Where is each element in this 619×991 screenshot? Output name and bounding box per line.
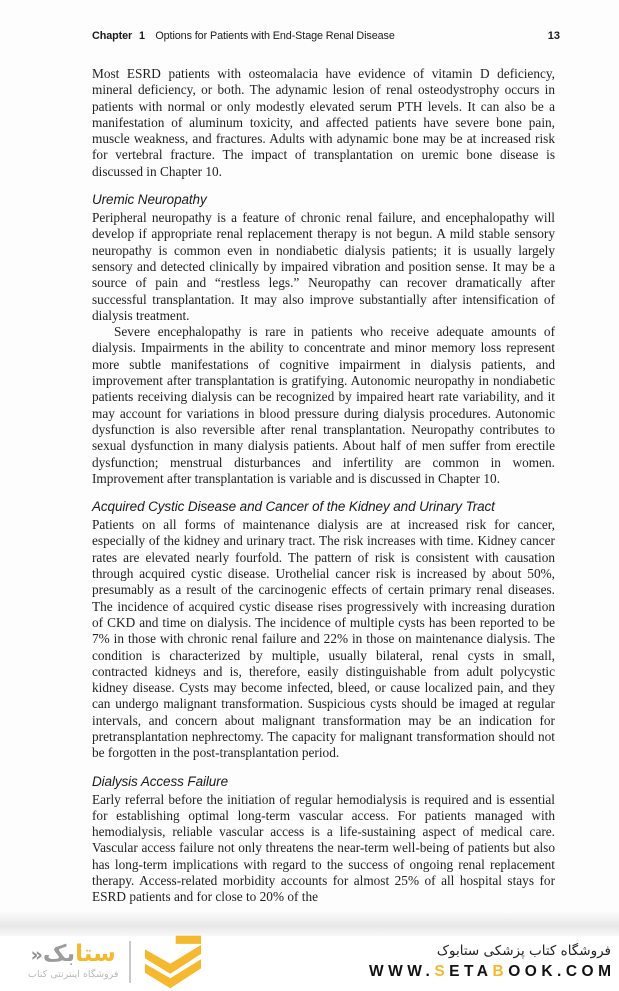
chapter-label: Chapter 1 xyxy=(92,30,145,42)
watermark-footer xyxy=(0,936,619,991)
guillemet-mark: « xyxy=(30,944,43,966)
site-persian-title: فروشگاه کتاب پزشکی ستابوک xyxy=(436,942,611,959)
paragraph: Patients on all forms of maintenance dialysis are at increased risk for cancer, especially of the kidney and urinary tract. The risk increases with time. Kidney cancer rates are elevated nearly fourfold. The pattern of risk is consistent with causation through acquired cystic disease. Urothelial cancer risk is increased by about 50%, presumably as a result of the carcinogenic effects of certain primary renal diseases. The incidence of acquired cystic disease rises progressively with increasing duration of CKD and time on dialysis. The incidence of multiple cysts has been reported to be 7% in those with chronic renal failure and 22% in those on maintenance dialysis. The condition is characterized by multiple, usually bilateral, renal cysts in small, contracted kidneys and is, therefore, easily distinguishable from adult polycystic kidney disease. Cysts may become infected, bleed, or cause localized pain, and they can undergo malignant transformation. Suspicious cysts should be imaged at regular intervals, and concern about malignant transformation may be an indication for pretransplantation nephrectomy. The capacity for malignant transformation should not be forgotten in the post-transplantation period. xyxy=(92,517,555,761)
setabook-brand xyxy=(28,934,204,990)
chapter-title: Options for Patients with End-Stage Renal Disease xyxy=(155,30,395,42)
brand-divider xyxy=(129,941,131,983)
section-heading-uremic-neuropathy: Uremic Neuropathy xyxy=(92,192,207,208)
brand-tagline: فروشگاه اینترنتی کتاب xyxy=(28,969,119,980)
url-segment: ETA xyxy=(449,962,493,980)
scan-shadow-band xyxy=(0,911,619,936)
page-body xyxy=(92,66,555,906)
brand-logotype xyxy=(28,943,118,966)
setabook-chevron-icon xyxy=(142,934,204,990)
logotype-gray-part: بک xyxy=(42,941,76,967)
section-heading-dialysis-access-failure: Dialysis Access Failure xyxy=(92,773,228,789)
section-heading-acquired-cystic-disease: Acquired Cystic Disease and Cancer of the Kidney and Urinary Tract xyxy=(92,499,495,515)
page-number: 13 xyxy=(547,30,560,42)
brand-text xyxy=(28,943,118,980)
site-url xyxy=(369,963,616,981)
url-segment: S xyxy=(434,962,450,980)
logotype-yellow-part: ستا xyxy=(75,941,116,967)
url-segment: OOK.COM xyxy=(508,962,616,980)
url-segment: B xyxy=(492,962,509,980)
running-head-left xyxy=(92,26,395,44)
paragraph: Severe encephalopathy is rare in patients who receive adequate amounts of dialysis. Impairments in the ability to concentrate and minor memory loss represent more subtle manifestations of cognitive impairment in dialysis patients, and improvement after transplantation is gratifying. Autonomic neuropathy in nondiabetic patients receiving dialysis can be recognized by impaired heart rate variability, and it may account for variations in blood pressure during dialysis procedures. Autonomic dysfunction is also reversible after renal transplantation. Neuropathy contributes to sexual dysfunction in many dialysis patients. About half of men suffer from erectile dysfunction; menstrual disturbances and infertility are common in women. Improvement after transplantation is variable and is discussed in Chapter 10. xyxy=(92,324,555,486)
intro-paragraph: Most ESRD patients with osteomalacia have evidence of vitamin D deficiency, mineral deficiency, or both. The adynamic lesion of renal osteodystrophy occurs in patients with normal or only modestly elevated serum PTH levels. It can also be a manifestation of aluminum toxicity, and affected patients have severe bone pain, muscle weakness, and fractures. Adults with adynamic bone may be at increased risk for vertebral fracture. The impact of transplantation on uremic bone disease is discussed in Chapter 10. xyxy=(92,66,555,179)
paragraph: Peripheral neuropathy is a feature of chronic renal failure, and encephalopathy will develop if appropriate renal replacement therapy is not begun. A mild stable sensory neuropathy is common even in nondiabetic dialysis patients; it is usually largely sensory and detected clinically by impaired vibration and position sense. It may be a source of pain and “restless legs.” Neuropathy can recover dramatically after successful transplantation. It may also improve substantially after intensification of dialysis treatment. xyxy=(92,210,555,323)
url-segment: WWW. xyxy=(368,962,435,980)
site-watermark xyxy=(368,942,616,981)
running-head xyxy=(92,26,560,44)
paragraph: Early referral before the initiation of regular hemodialysis is required and is essential for establishing optimal long-term vascular access. For patients managed with hemodialysis, reliable vascular access is a life-sustaining aspect of medical care. Vascular access failure not only threatens the near-term well-being of patients but also has long-term implications with regard to the success of ongoing renal replacement therapy. Access-related morbidity accounts for almost 25% of all hospital stays for ESRD patients and for close to 20% of the xyxy=(92,791,555,905)
